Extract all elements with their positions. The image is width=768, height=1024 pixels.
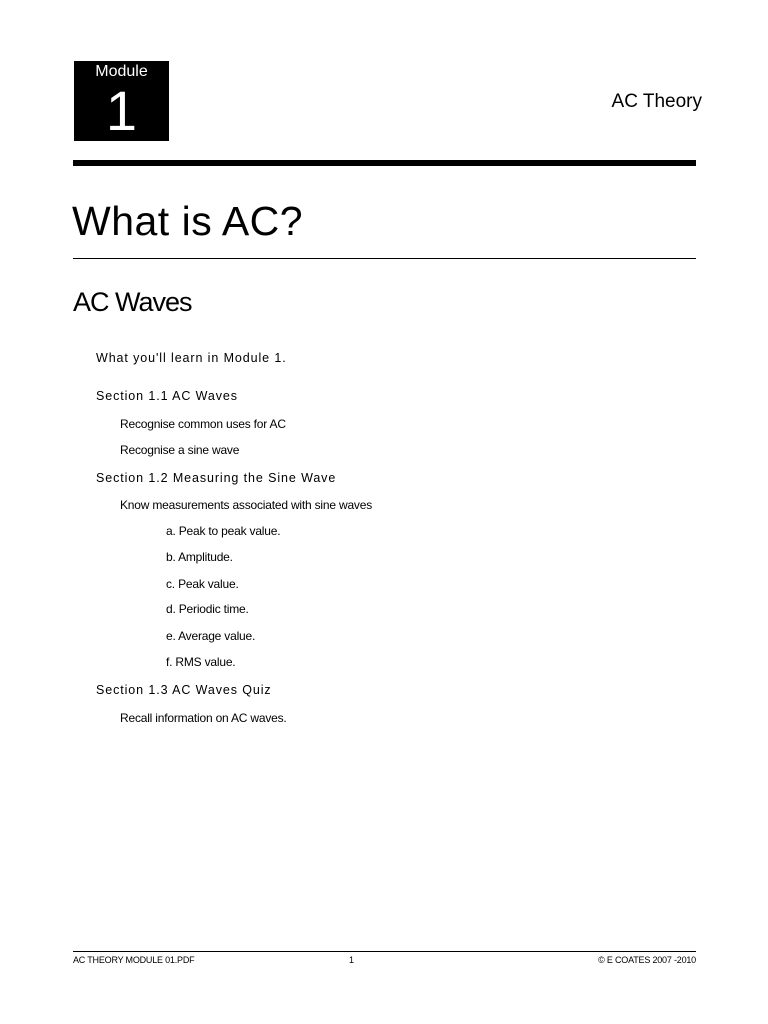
- sub-list-item: b. Amplitude.: [166, 550, 233, 564]
- sub-list-item: d. Periodic time.: [166, 602, 249, 616]
- module-badge: [74, 61, 169, 141]
- module-number: 1: [105, 79, 138, 142]
- section-title: Section 1.3 AC Waves Quiz: [96, 683, 272, 697]
- list-item: Know measurements associated with sine waves: [120, 498, 372, 512]
- footer-copyright: © E COATES 2007 -2010: [598, 955, 696, 965]
- header-divider: [73, 160, 696, 166]
- title-divider: [73, 258, 696, 259]
- sub-list-item: a. Peak to peak value.: [166, 524, 281, 538]
- list-item: Recognise common uses for AC: [120, 417, 286, 431]
- list-item: Recognise a sine wave: [120, 443, 240, 457]
- section-title: Section 1.1 AC Waves: [96, 389, 238, 403]
- section-title: Section 1.2 Measuring the Sine Wave: [96, 471, 337, 485]
- sub-list-item: e. Average value.: [166, 629, 256, 643]
- page-number: 1: [349, 955, 354, 965]
- footer-filename: AC THEORY MODULE 01.PDF: [73, 955, 195, 965]
- module-label: Module: [95, 63, 148, 80]
- sub-list-item: c. Peak value.: [166, 577, 239, 591]
- sub-list-item: f. RMS value.: [166, 655, 236, 669]
- course-title: AC Theory: [611, 91, 702, 112]
- section-heading: AC Waves: [73, 287, 192, 317]
- list-item: Recall information on AC waves.: [120, 711, 287, 725]
- page-title: What is AC?: [72, 198, 304, 244]
- intro-text: What you'll learn in Module 1.: [96, 351, 287, 365]
- footer-divider: [73, 951, 696, 952]
